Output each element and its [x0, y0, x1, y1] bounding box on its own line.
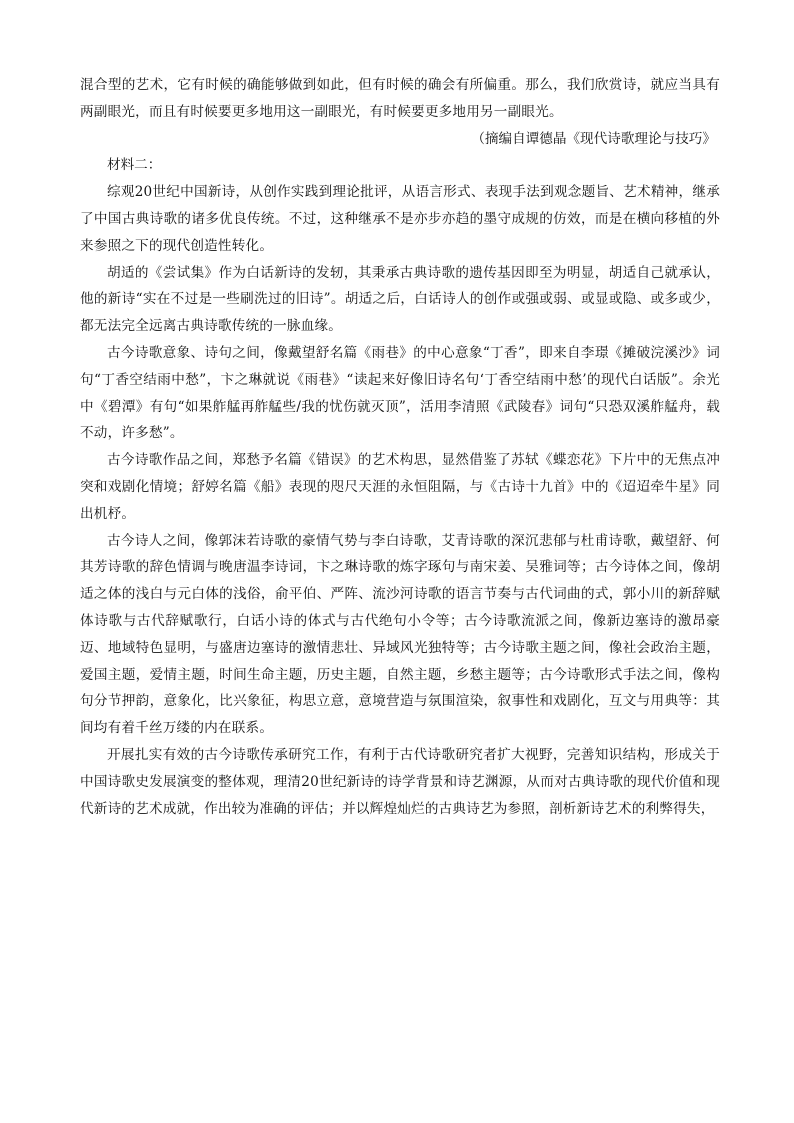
- material-two-paragraph: 胡适的《尝试集》作为白话新诗的发轫，其秉承古典诗歌的遗传基因即至为明显，胡适自己就承认，他的新诗“实在不过是一些刷洗过的旧诗”。胡适之后，白话诗人的创作或强或弱、或显或隐、或多或少，都无法完全远离古典诗歌传统的一脉血缘。: [80, 264, 720, 335]
- material-two-paragraph: 开展扎实有效的古今诗歌传承研究工作，有利于古代诗歌研究者扩大视野，完善知识结构，形成关于中国诗歌史发展演变的整体观，理清20世纪新诗的诗学背景和诗艺渊源，从而对古典诗歌的现代价值和现代新诗的艺术成就，作出较为准确的评估；并以辉煌灿烂的古典诗艺为参照，剖析新诗艺术的利弊得失，: [80, 746, 720, 817]
- material-one-source-citation: （摘编自谭德晶《现代诗歌理论与技巧》: [471, 130, 716, 147]
- material-two-paragraph: 综观20世纪中国新诗，从创作实践到理论批评，从语言形式、表现手法到观念题旨、艺术精神，继承了中国古典诗歌的诸多优良传统。不过，这种继承不是亦步亦趋的墨守成规的仿效，而是在横向移植的外来参照之下的现代创造性转化。: [80, 184, 720, 254]
- page-content: [80, 72, 720, 822]
- material-two-paragraph: 古今诗歌意象、诗句之间，像戴望舒名篇《雨巷》的中心意象“丁香”，即来自李璟《摊破浣溪沙》词句“丁香空结雨中愁”，卞之琳就说《雨巷》“读起来好像旧诗名句‘丁香空结雨中愁’的现代白话版”。余光中《碧潭》有句“如果舴艋再舴艋些/我的忧伤就灭顶”，活用李清照《武陵春》词句“只恐双溪舴艋舟，载不动，许多愁”。: [80, 344, 720, 442]
- material-two-paragraph: 古今诗歌作品之间，郑愁予名篇《错误》的艺术构思，显然借鉴了苏轼《蝶恋花》下片中的无焦点冲突和戏剧化情境；舒婷名篇《船》表现的咫尺天涯的永恒阻隔，与《古诗十九首》中的《迢迢牵牛星》同出机杼。: [80, 452, 720, 522]
- material-one-closing-paragraph: 混合型的艺术，它有时候的确能够做到如此，但有时候的确会有所偏重。那么，我们欣赏诗，就应当具有两副眼光，而且有时候要更多地用这一副眼光，有时候要更多地用另一副眼光。: [80, 77, 720, 120]
- material-two-paragraph: 古今诗人之间，像郭沫若诗歌的豪情气势与李白诗歌，艾青诗歌的深沉悲郁与杜甫诗歌，戴望舒、何其芳诗歌的辞色情调与晚唐温李诗词，卞之琳诗歌的炼字琢句与南宋姜、吴雅词等；古今诗体之间，像胡适之体的浅白与元白体的浅俗，俞平伯、严阵、流沙河诗歌的语言节奏与古代词曲的式，郭小川的新辞赋体诗歌与古代辞赋歌行，白话小诗的体式与古代绝句小令等；古今诗歌流派之间，像新边塞诗的激昂豪迈、地域特色显明，与盛唐边塞诗的激情悲壮、异域风光独特等；古今诗歌主题之间，像社会政治主题，爱国主题，爱情主题，时间生命主题，历史主题，自然主题，乡愁主题等；古今诗歌形式手法之间，像构句分节押韵，意象化，比兴象征，构思立意，意境营造与氛围渲染，叙事性和戏剧化，互文与用典等：其间均有着千丝万缕的内在联系。: [80, 532, 720, 737]
- material-two-heading: 材料二：: [107, 157, 162, 174]
